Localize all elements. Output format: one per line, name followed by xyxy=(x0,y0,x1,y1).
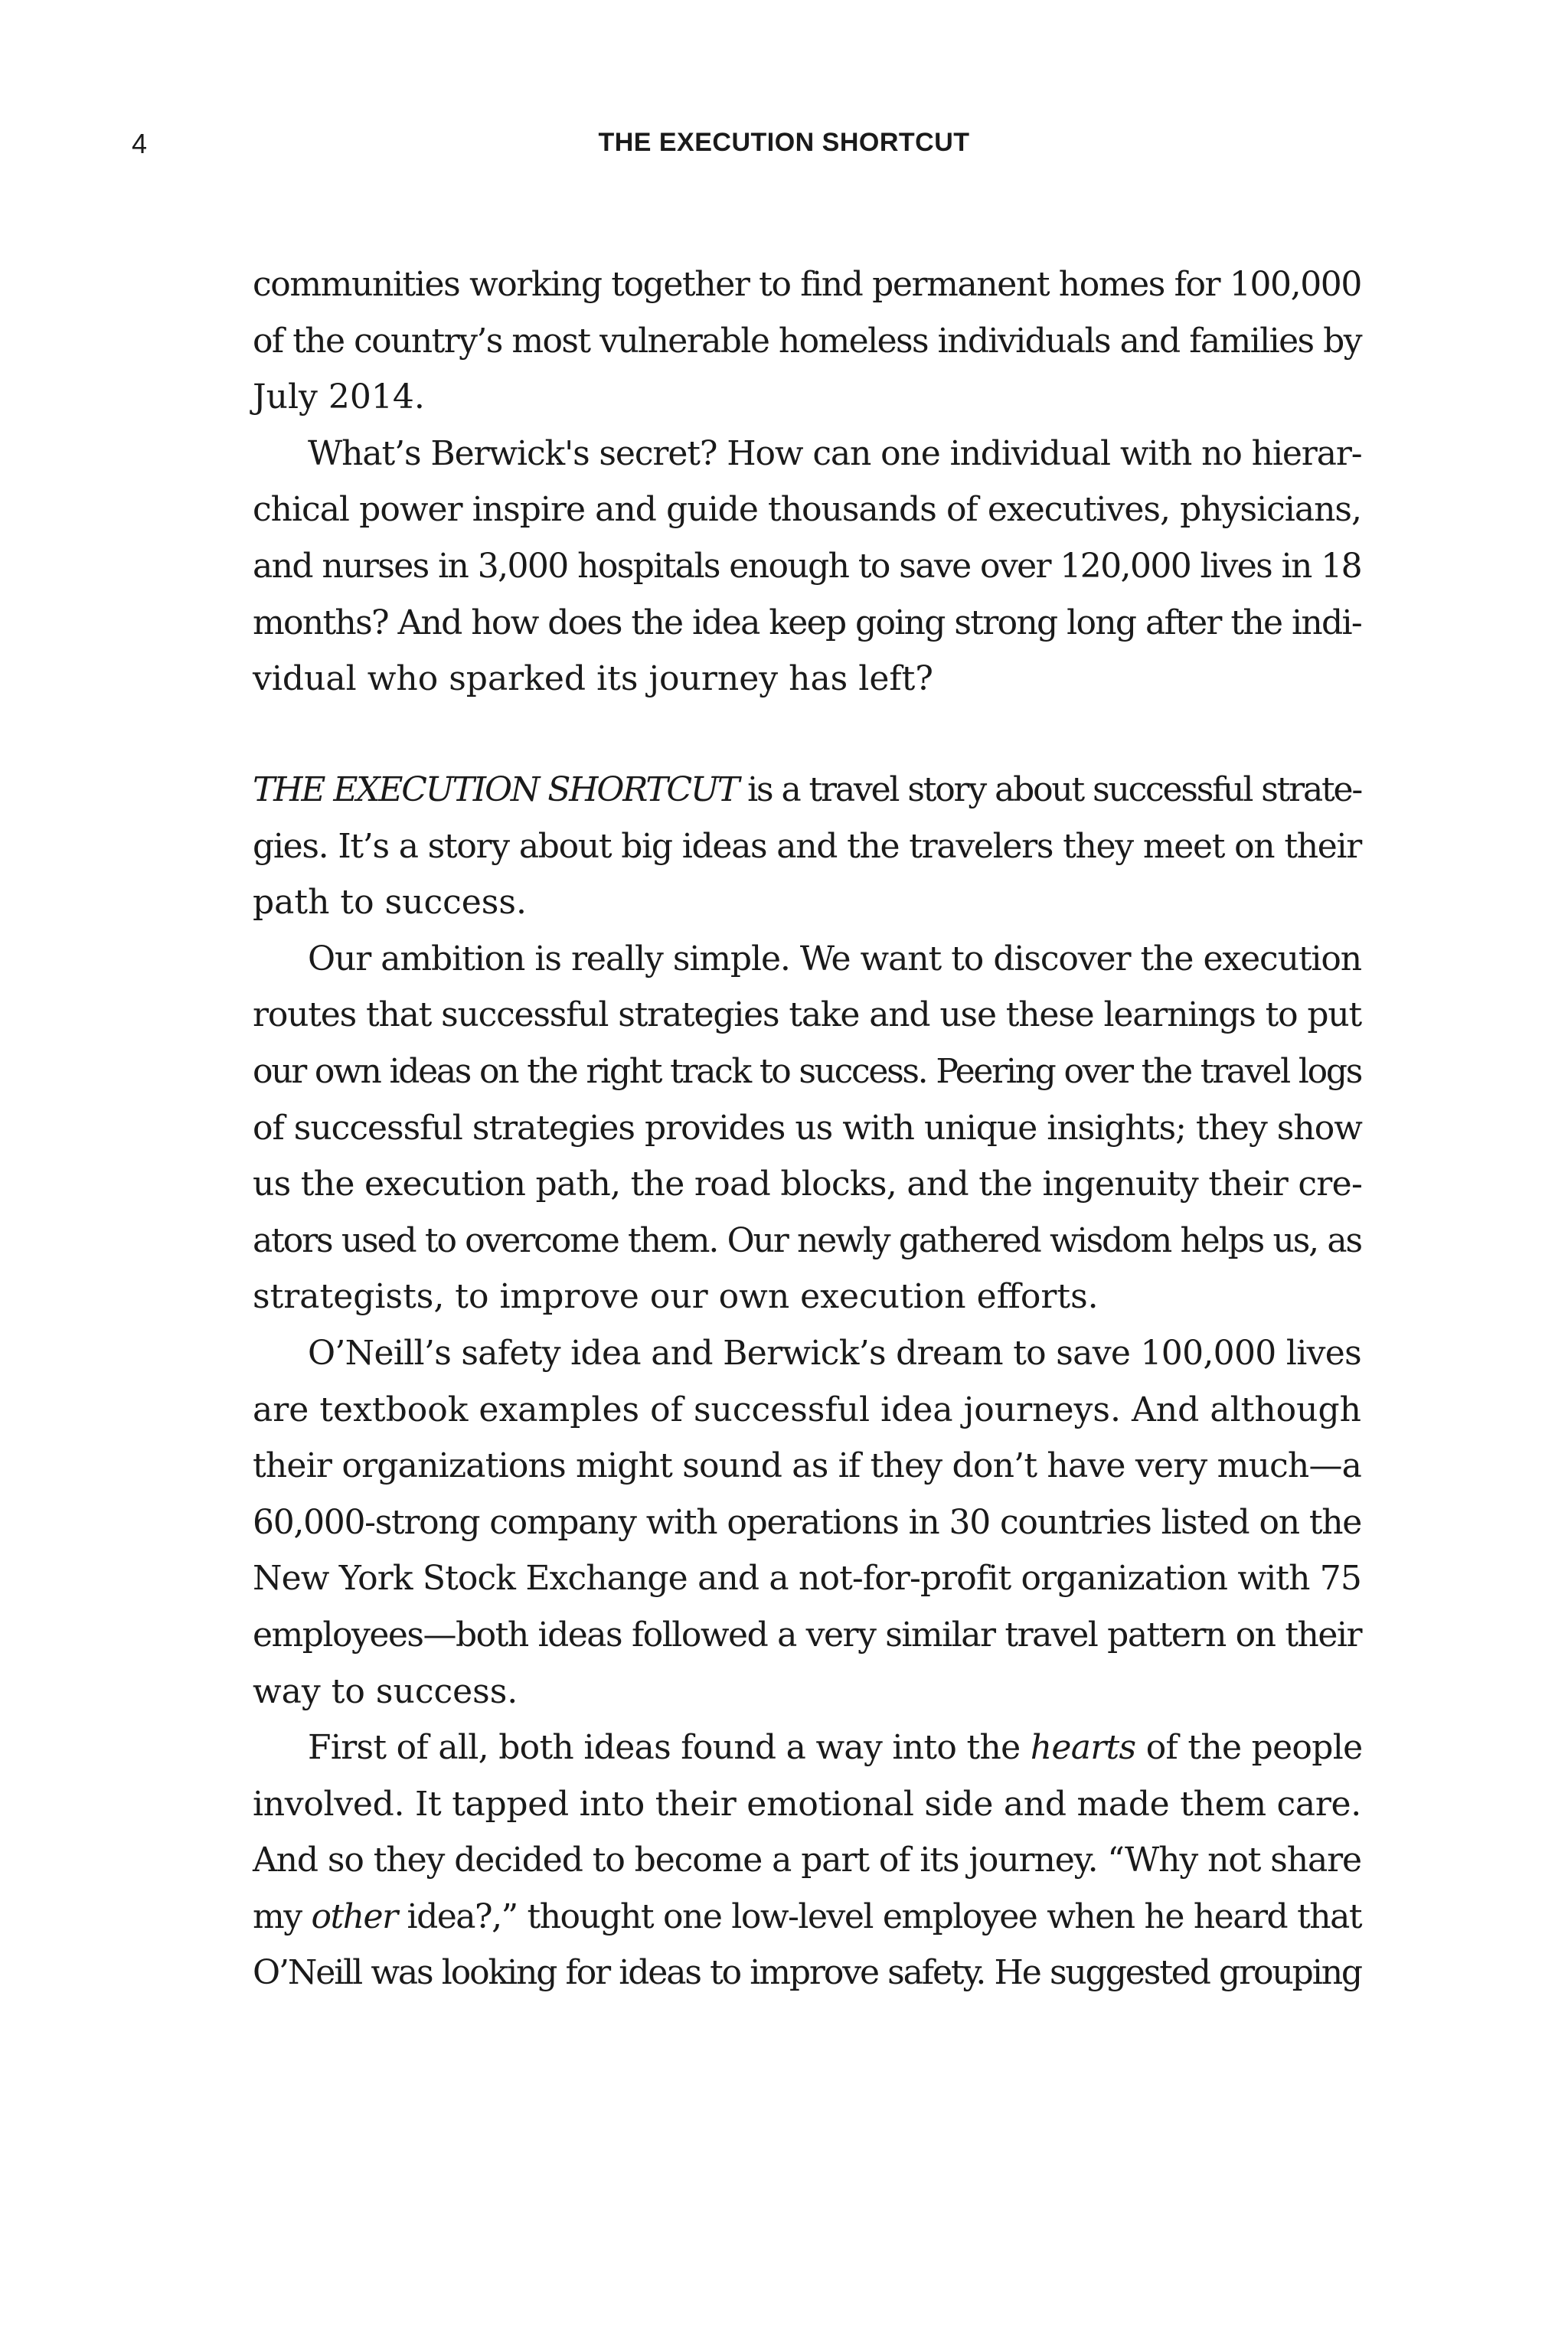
text-line: What’s Berwick's secret? How can one individual with no hierar- xyxy=(308,433,1362,473)
text-line xyxy=(253,1889,1361,1945)
text-fragment: is a travel story about successful strate- xyxy=(738,770,1361,809)
text-line: And so they decided to become a part of its journey. “Why not share xyxy=(253,1841,1361,1880)
text-line: Our ambition is really simple. We want to discover the execution xyxy=(308,939,1361,978)
text-fragment: of the people xyxy=(1135,1728,1363,1768)
text-line: of the country’s most vulnerable homeless individuals and families by xyxy=(253,321,1361,361)
text-line: routes that successful strategies take and use these learnings to put xyxy=(253,995,1361,1035)
book-title-italic: THE EXECUTION SHORTCUT xyxy=(253,770,739,809)
text-line: July 2014. xyxy=(253,377,425,417)
text-fragment: idea?,” thought one low-level employee when he heard that xyxy=(397,1896,1361,1936)
text-line: 60,000-strong company with operations in 30 countries listed on the xyxy=(253,1502,1361,1542)
text-line: gies. It’s a story about big ideas and the travelers they meet on their xyxy=(253,826,1361,866)
text-line: are textbook examples of successful idea journeys. And although xyxy=(253,1390,1361,1429)
text-block-top xyxy=(253,256,1361,707)
text-line: employees—both ideas followed a very similar travel pattern on their xyxy=(253,1615,1361,1655)
text-line: vidual who sparked its journey has left? xyxy=(253,659,933,699)
text-line: months? And how does the idea keep going strong long after the indi- xyxy=(253,603,1361,642)
emphasis-italic: other xyxy=(311,1896,397,1936)
text-line: O’Neill was looking for ideas to improve safety. He suggested grouping xyxy=(253,1953,1361,1993)
text-line: path to success. xyxy=(253,883,527,923)
running-head: THE EXECUTION SHORTCUT xyxy=(598,128,970,157)
text-line: and nurses in 3,000 hospitals enough to save over 120,000 lives in 18 xyxy=(253,546,1361,586)
text-fragment: my xyxy=(253,1896,312,1936)
text-line: of successful strategies provides us with unique insights; they show xyxy=(253,1108,1362,1148)
text-line: ators used to overcome them. Our newly gathered wisdom helps us, as xyxy=(253,1220,1361,1260)
text-line xyxy=(253,762,1361,818)
text-line: communities working together to find permanent homes for 100,000 xyxy=(253,265,1361,304)
text-line: chical power inspire and guide thousands of executives, physicians, xyxy=(253,490,1361,530)
text-fragment: First of all, both ideas found a way into the xyxy=(308,1728,1031,1768)
text-line: way to success. xyxy=(253,1671,518,1711)
text-line: involved. It tapped into their emotional side and made them care. xyxy=(253,1784,1361,1824)
page-number: 4 xyxy=(132,128,148,159)
text-line xyxy=(253,1720,1361,1776)
text-line: strategists, to improve our own execution efforts. xyxy=(253,1277,1099,1317)
text-block-main xyxy=(253,762,1361,2001)
text-line: New York Stock Exchange and a not-for-profit organization with 75 xyxy=(253,1559,1361,1599)
text-line: O’Neill’s safety idea and Berwick’s dream to save 100,000 lives xyxy=(308,1333,1361,1373)
text-line: us the execution path, the road blocks, and the ingenuity their cre- xyxy=(253,1165,1363,1204)
text-line: their organizations might sound as if they don’t have very much—a xyxy=(253,1446,1362,1486)
text-line: our own ideas on the right track to success. Peering over the travel logs xyxy=(253,1051,1361,1091)
emphasis-italic: hearts xyxy=(1030,1728,1136,1768)
